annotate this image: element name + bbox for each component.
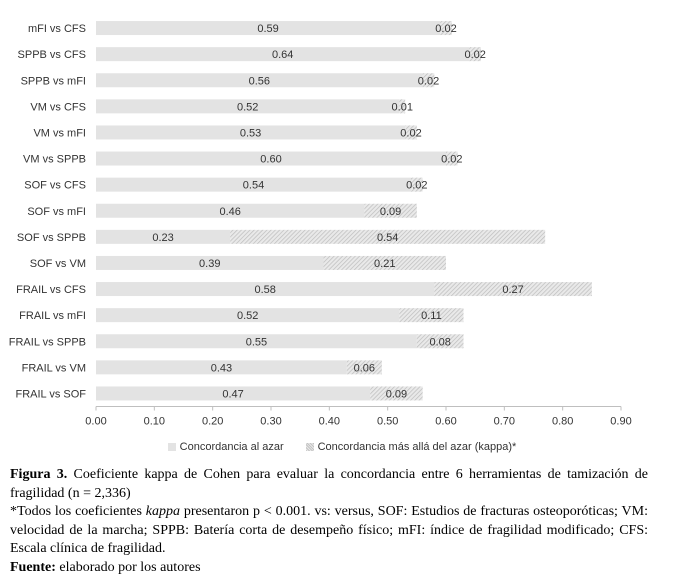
value-label-azar: 0.58 [254,284,276,297]
x-tick-label: 0.70 [493,415,516,428]
category-label: SPPB vs CFS [17,49,86,62]
value-label-kappa: 0.01 [391,101,413,114]
figure-caption [10,466,648,577]
value-label-kappa: 0.02 [417,75,440,88]
value-label-azar: 0.64 [271,49,294,62]
figure-text: Coeficiente kappa de Cohen para evaluar la concordancia entre 6 herramientas de tamización de fragilidad (n = 2,336) [10,467,649,501]
value-label-kappa: 0.09 [385,388,408,401]
legend-item-kappa [306,440,517,454]
legend-label-kappa: Concordancia más allá del azar (kappa)* [317,441,517,453]
value-label-kappa: 0.27 [502,284,524,297]
note-before: *Todos los coeficientes [10,504,146,519]
value-label-kappa: 0.21 [374,257,396,270]
caption-title [10,466,648,503]
value-label-azar: 0.47 [222,388,244,401]
x-tick-label: 0.90 [610,415,632,428]
caption-source [10,559,648,578]
value-label-azar: 0.52 [236,310,259,323]
legend-swatch-solid [168,443,176,451]
value-label-kappa: 0.02 [435,23,457,36]
value-label-kappa: 0.11 [421,310,442,323]
category-label: FRAIL vs SPPB [8,336,86,349]
category-label: FRAIL vs SOF [15,388,86,401]
value-label-azar: 0.23 [152,231,174,244]
x-tick-label: 0.60 [435,415,457,428]
value-label-kappa: 0.54 [376,231,399,244]
category-label: VM vs CFS [30,101,86,114]
value-label-azar: 0.60 [260,153,282,166]
value-label-azar: 0.55 [245,336,268,349]
category-label: VM vs mFI [33,127,86,140]
value-label-kappa: 0.08 [429,336,451,349]
source-text: elaborado por los autores [55,559,201,575]
note-after: presentaron p < 0.001. vs: versus, SOF: Estudios de fracturas osteoporóticas; VM: velocidad de la marcha; SPPB: Batería corta de desempeño físico; mFI: índice de fragilidad modificado; CFS: Escala clínica de fragilidad. [10,504,648,556]
legend-label-azar: Concordancia al azar [179,441,284,453]
value-label-azar: 0.56 [248,75,271,88]
legend-item-azar [168,440,284,454]
note-italic: kappa [145,504,180,519]
figure-label: Figura 3. [10,467,68,482]
caption-note [10,503,648,559]
x-tick-label: 0.10 [143,415,166,428]
legend-swatch-hatch [306,443,314,451]
category-label: FRAIL vs mFI [19,310,86,323]
value-label-azar: 0.43 [210,362,233,375]
category-label: SPPB vs mFI [20,75,86,88]
value-label-kappa: 0.06 [353,362,376,375]
value-label-kappa: 0.02 [400,127,422,140]
category-label: VM vs SPPB [23,153,86,166]
x-tick-label: 0.40 [318,415,341,428]
value-label-azar: 0.53 [239,127,262,140]
value-label-azar: 0.46 [219,205,241,218]
source-label: Fuente: [10,559,56,575]
value-label-azar: 0.39 [199,257,221,270]
value-label-kappa: 0.02 [441,153,463,166]
x-tick-label: 0.80 [551,415,574,428]
x-tick-label: 0.00 [85,415,107,428]
x-tick-label: 0.50 [376,415,399,428]
category-label: mFI vs CFS [27,23,86,36]
chart-legend [0,440,684,454]
value-label-azar: 0.52 [236,101,259,114]
x-tick-label: 0.30 [260,415,282,428]
value-label-azar: 0.54 [242,179,265,192]
category-label: SOF vs mFI [27,205,86,218]
category-label: SOF vs VM [29,257,86,270]
category-label: SOF vs CFS [24,179,86,192]
category-label: FRAIL vs VM [21,362,86,375]
x-tick-label: 0.20 [201,415,224,428]
category-label: FRAIL vs CFS [16,284,86,297]
category-label: SOF vs SPPB [16,231,86,244]
value-label-azar: 0.59 [257,23,279,36]
value-label-kappa: 0.02 [406,179,428,192]
value-label-kappa: 0.02 [464,49,486,62]
value-label-kappa: 0.09 [379,205,402,218]
